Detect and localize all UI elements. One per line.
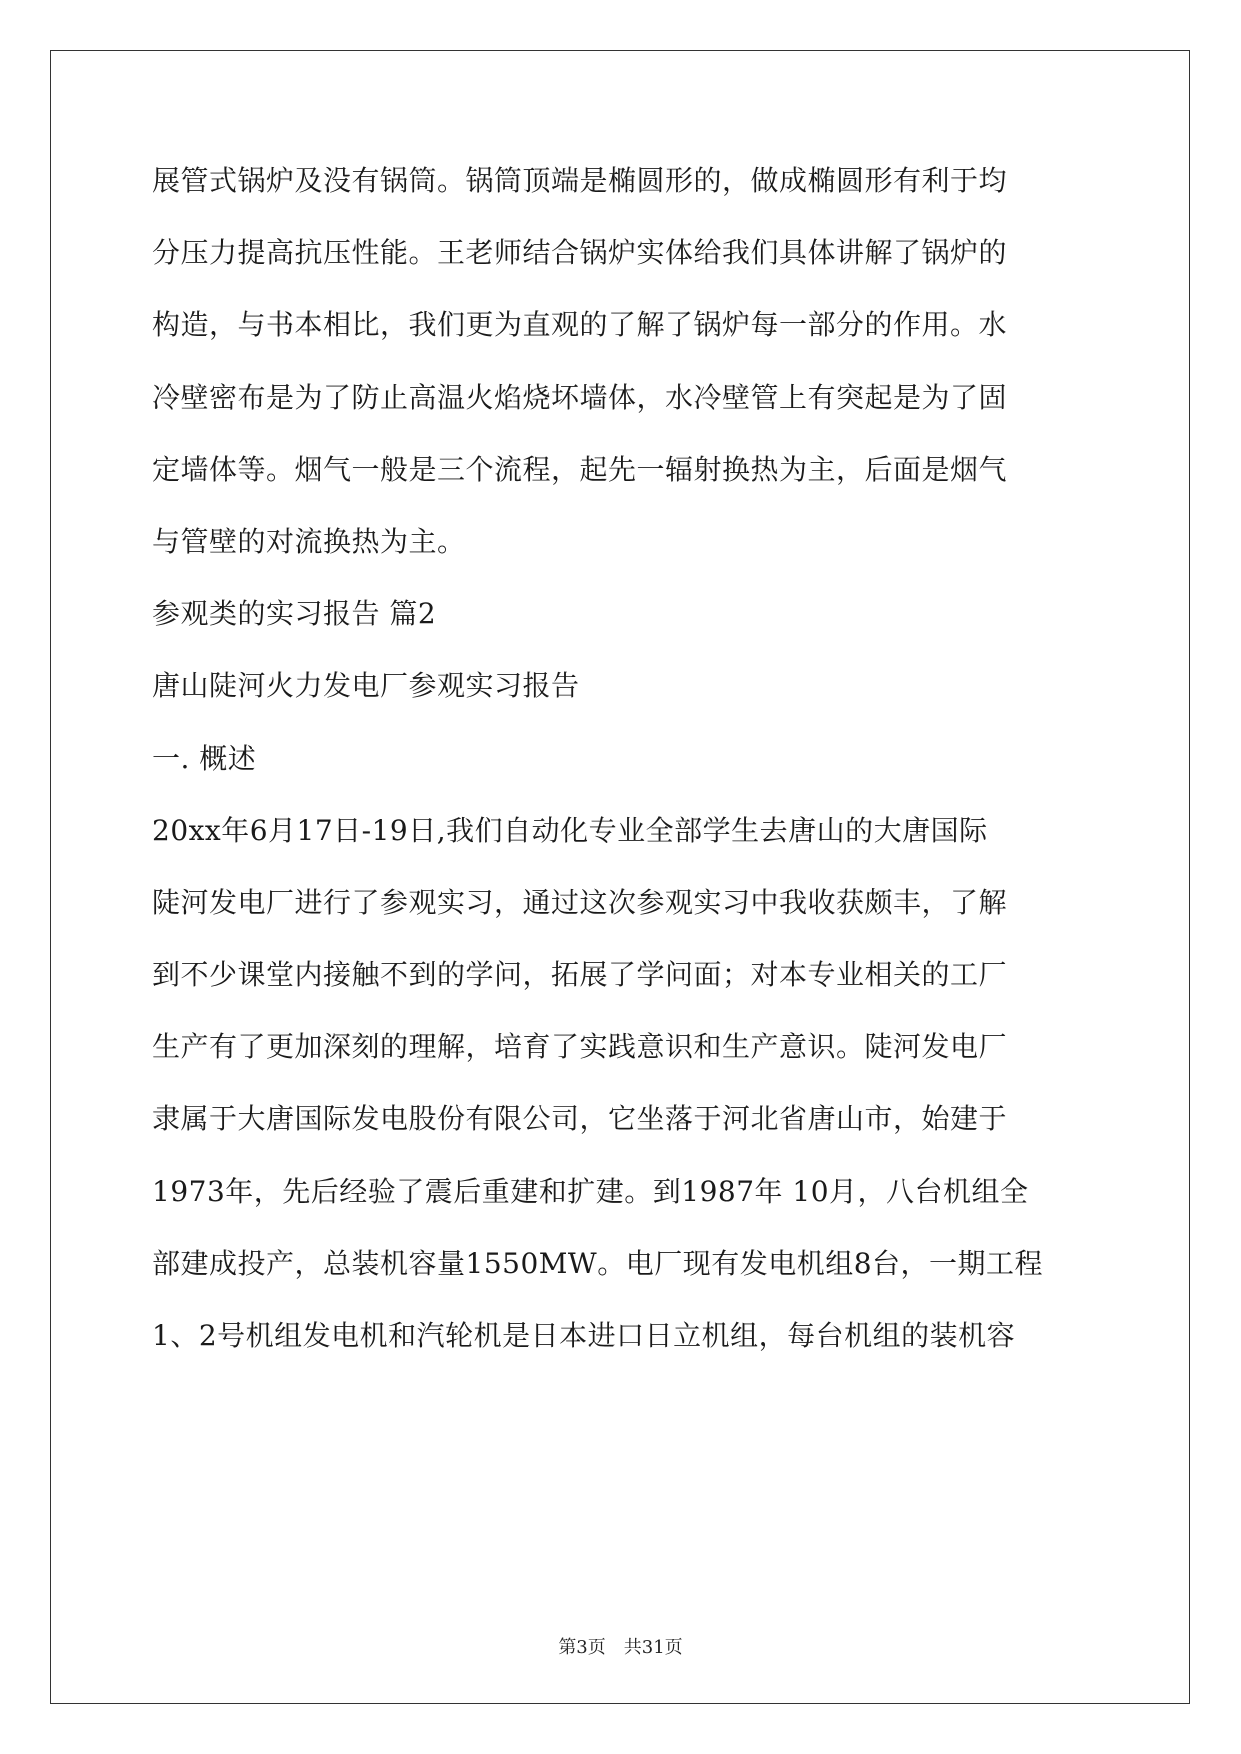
text-line: 构造，与书本相比，我们更为直观的了解了锅炉每一部分的作用。水 <box>152 308 1008 341</box>
text-line: 冷壁密布是为了防止高温火焰烧坏墙体，水冷壁管上有突起是为了固 <box>152 381 1008 414</box>
text-line: 1973年，先后经验了震后重建和扩建。到1987年 10月，八台机组全 <box>152 1175 1029 1208</box>
section-heading: 参观类的实习报告 篇2 <box>152 597 437 630</box>
page-border <box>50 50 1190 1704</box>
text-line: 1、2号机组发电机和汽轮机是日本进口日立机组，每台机组的装机容 <box>152 1319 1016 1352</box>
text-line: 分压力提高抗压性能。王老师结合锅炉实体给我们具体讲解了锅炉的 <box>152 236 1008 269</box>
text-line: 到不少课堂内接触不到的学问，拓展了学问面；对本专业相关的工厂 <box>152 958 1008 991</box>
page-number-footer: 第3页 共31页 <box>558 1637 683 1658</box>
text-line: 部建成投产，总装机容量1550MW。电厂现有发电机组8台，一期工程 <box>152 1247 1044 1280</box>
text-line: 20xx年6月17日-19日,我们自动化专业全部学生去唐山的大唐国际 <box>152 814 988 847</box>
text-line: 陡河发电厂进行了参观实习，通过这次参观实习中我收获颇丰，了解 <box>152 886 1008 919</box>
text-line: 与管壁的对流换热为主。 <box>152 525 466 558</box>
report-title: 唐山陡河火力发电厂参观实习报告 <box>152 669 580 702</box>
text-line: 定墙体等。烟气一般是三个流程，起先一辐射换热为主，后面是烟气 <box>152 453 1008 486</box>
text-line: 展管式锅炉及没有锅筒。锅筒顶端是椭圆形的，做成椭圆形有利于均 <box>152 164 1008 197</box>
text-line: 隶属于大唐国际发电股份有限公司，它坐落于河北省唐山市，始建于 <box>152 1102 1008 1135</box>
text-line: 生产有了更加深刻的理解，培育了实践意识和生产意识。陡河发电厂 <box>152 1030 1008 1063</box>
subsection-heading: 一. 概述 <box>152 742 257 775</box>
